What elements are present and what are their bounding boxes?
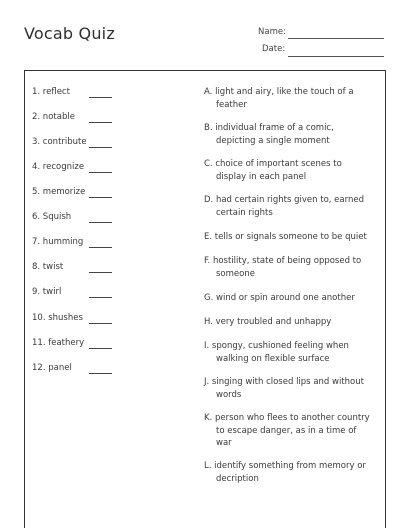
name-field[interactable]: [288, 38, 384, 39]
answer-letter: J.: [204, 377, 210, 387]
answer-blank-9[interactable]: [89, 297, 112, 298]
answer-f: [204, 255, 380, 280]
answer-l: [204, 460, 380, 485]
answer-blank-3[interactable]: [89, 147, 112, 148]
answer-blank-8[interactable]: [89, 272, 112, 273]
answer-blank-12[interactable]: [89, 373, 112, 374]
answer-e: [204, 231, 380, 244]
answer-letter: F.: [204, 256, 211, 266]
answer-text-line1: identify something from memory or: [214, 461, 366, 471]
question-2: 2. notable: [32, 112, 75, 122]
date-field[interactable]: [288, 56, 384, 57]
question-7: 7. humming: [32, 237, 84, 247]
answer-text-line1: wind or spin around one another: [216, 293, 355, 303]
answer-text-line2: words: [216, 389, 242, 400]
answer-letter: I.: [204, 341, 210, 351]
question-9: 9. twirl: [32, 287, 62, 297]
answer-text-line2: feather: [216, 99, 247, 110]
answer-letter: H.: [204, 317, 213, 327]
answer-letter: L.: [204, 461, 212, 471]
answer-j: [204, 376, 380, 401]
answer-text-line1: very troubled and unhappy: [215, 317, 332, 327]
answer-text-line2: depicting a single moment: [216, 135, 330, 146]
answer-blank-7[interactable]: [89, 247, 112, 248]
answer-blank-10[interactable]: [89, 323, 112, 324]
question-3: 3. contribute: [32, 137, 87, 147]
answer-letter: G.: [204, 293, 214, 303]
name-label: Name:: [258, 27, 286, 37]
answer-letter: K.: [204, 413, 213, 423]
answer-blank-5[interactable]: [89, 197, 112, 198]
answer-text-line1: light and airy, like the touch of a: [215, 87, 354, 97]
answer-text-line1: choice of important scenes to: [215, 159, 342, 169]
answer-letter: A.: [204, 87, 213, 97]
answer-c: [204, 158, 380, 183]
answer-letter: D.: [204, 195, 214, 205]
answer-text-line2: certain rights: [216, 207, 273, 218]
question-1: 1. reflect: [32, 87, 70, 97]
page-title: Vocab Quiz: [24, 24, 115, 43]
answer-h: [204, 316, 380, 329]
answer-g: [204, 292, 380, 305]
answer-letter: B.: [204, 123, 213, 133]
date-label: Date:: [262, 44, 286, 54]
answer-text-line1: individual frame of a comic,: [215, 123, 334, 133]
answer-text-line2: to escape danger, as in a time of: [216, 425, 357, 436]
answer-d: [204, 194, 380, 219]
answer-text-line1: person who flees to another country: [214, 413, 370, 423]
question-10: 10. shushes: [32, 313, 83, 323]
answer-text-line1: had certain rights given to, earned: [215, 195, 364, 205]
question-8: 8. twist: [32, 262, 64, 272]
question-11: 11. feathery: [32, 338, 85, 348]
answer-text-line3: war: [216, 438, 232, 448]
answer-letter: E.: [204, 232, 213, 242]
answer-text-line1: hostility, state of being opposed to: [212, 256, 362, 266]
answer-blank-1[interactable]: [89, 97, 112, 98]
answer-text-line1: tells or signals someone to be quiet: [214, 232, 367, 242]
answer-text-line2: someone: [216, 268, 255, 279]
answer-blank-2[interactable]: [89, 122, 112, 123]
question-4: 4. recognize: [32, 162, 85, 172]
answer-text-line1: spongy, cushioned feeling when: [211, 341, 349, 351]
answer-blank-6[interactable]: [89, 222, 112, 223]
question-6: 6. Squish: [32, 212, 72, 222]
answer-blank-4[interactable]: [89, 172, 112, 173]
answer-text-line1: singing with closed lips and without: [211, 377, 364, 387]
answer-text-line2: decription: [216, 473, 259, 484]
answer-i: [204, 340, 380, 365]
answer-k: [204, 412, 380, 450]
answer-text-line2: walking on flexible surface: [216, 353, 330, 364]
answer-letter: C.: [204, 159, 213, 169]
question-5: 5. memorize: [32, 187, 86, 197]
answer-a: [204, 86, 380, 111]
answer-text-line2: display in each panel: [216, 171, 307, 182]
answer-b: [204, 122, 380, 147]
question-12: 12. panel: [32, 363, 72, 373]
answer-blank-11[interactable]: [89, 348, 112, 349]
